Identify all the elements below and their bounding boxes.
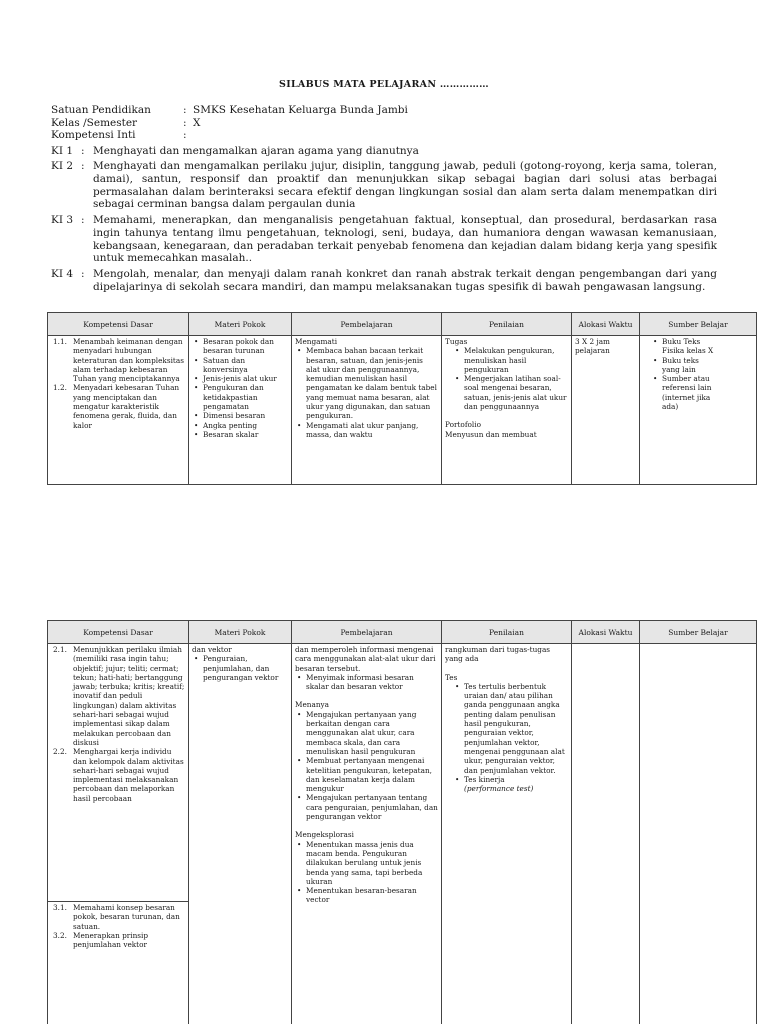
kd-item — [51, 903, 185, 931]
header-sumber-belajar: Sumber Belajar — [640, 313, 757, 336]
ki-code: KI 1 — [51, 145, 74, 157]
kd-text: Menambah keimanan dengan menyadari hubungan keteraturan dan kompleksitas alam terhadap kebesaran Tuhan yang menciptakannya — [73, 337, 184, 384]
kd-text: Menerapkan prinsip penjumlahan vektor — [73, 930, 149, 950]
list-item: • Mengajukan pertanyaan tentang cara penguraian, penjumlahan, dan pengurangan vektor — [306, 793, 438, 821]
syllabus-table-1 — [47, 312, 757, 485]
section-heading: Tugas — [445, 337, 468, 346]
ki-colon: : — [81, 214, 85, 226]
list-item: • Mengajukan pertanyaan yang berkaitan dengan cara menggunakan alat ukur, cara membaca skala, dan cara menuliskan hasil pengukuran — [306, 710, 438, 756]
ki-text: Menghayati dan mengamalkan perilaku jujur, disiplin, tanggung jawab, peduli (gotong-royong, kerja sama, toleran, damai), santun, responsif dan proaktif dan menunjukkan sikap sebagai bagian dari solusi atas berbagai permasalahan dalam berinteraksi secara efektif dengan lingkungan sosial dan alam serta dalam menempatkan diri sebagai cerminan bangsa dalam pergaulan dunia — [93, 160, 717, 211]
list-item: • Sumber atau referensi lain (internet jika ada) — [662, 374, 714, 411]
meta-value: SMKS Kesehatan Keluarga Bunda Jambi — [193, 104, 408, 116]
cell-penilaian — [442, 644, 572, 1024]
cell-pembelajaran — [292, 336, 442, 485]
penilaian-text: Menyusun dan membuat — [445, 429, 537, 439]
kd-item — [51, 931, 185, 950]
list-item: • Penguraian, penjumlahan, dan pengurangan vektor — [203, 654, 288, 682]
cell-materi-pokok — [189, 644, 292, 1024]
section-heading: Tes — [445, 672, 458, 682]
kd-number: 2.1. — [53, 645, 67, 654]
ki-code: KI 4 — [51, 268, 74, 280]
kd-number: 1.2. — [53, 383, 67, 393]
kd-number: 3.2. — [53, 930, 67, 940]
table-header-row — [48, 621, 757, 644]
cell-pembelajaran — [292, 644, 442, 1024]
kd-text: Menunjukkan perilaku ilmiah (memiliki rasa ingin tahu; objektif; jujur; teliti; cermat; tekun; hati-hati; bertanggung jawab; terbuka; kritis; kreatif; inovatif dan peduli lingkungan) dalam aktivitas sehari-hari sebagai wujud implementasi sikap dalam melakukan percobaan dan diskusi — [73, 645, 185, 747]
cell-penilaian — [442, 336, 572, 485]
alokasi-text: 3 X 2 jam pelajaran — [575, 337, 610, 356]
meta-colon: : — [183, 117, 187, 129]
kd-text: Memahami konsep besaran pokok, besaran turunan, dan satuan. — [73, 903, 180, 931]
section-heading: Portofolio — [445, 420, 481, 430]
cell-sumber-belajar — [640, 644, 757, 1024]
cell-materi-pokok — [189, 336, 292, 485]
pembelajaran-text: dan memperoleh informasi mengenai cara menggunakan alat-alat ukur dari besaran tersebut. — [295, 645, 436, 673]
kd-text: Menyadari kebesaran Tuhan yang menciptakan dan mengatur karakteristik fenomena gerak, fluida, dan kalor — [73, 383, 180, 430]
list-item: • Pengukuran dan ketidakpastian pengamatan — [203, 383, 288, 411]
kd-item — [51, 645, 185, 747]
header-kompetensi-dasar: Kompetensi Dasar — [48, 313, 189, 336]
header-materi-pokok: Materi Pokok — [189, 313, 292, 336]
ki-2 — [51, 160, 717, 211]
cell-kompetensi-dasar — [48, 336, 189, 485]
list-item: • Mengamati alat ukur panjang, massa, dan waktu — [306, 421, 438, 440]
list-item: • Besaran pokok dan besaran turunan — [203, 337, 288, 356]
meta-colon: : — [183, 104, 187, 116]
list-item: • Menentukan besaran-besaran vector — [306, 886, 438, 905]
section-heading: Menanya — [295, 700, 330, 710]
list-item-italic: (performance test) — [464, 784, 534, 794]
kd-text: Menghargai kerja individu dan kelompok dalam aktivitas sehari-hari sebagai wujud implementasi melaksanakan percobaan dan melaporkan hasil percobaan — [73, 747, 184, 803]
ki-colon: : — [81, 145, 85, 157]
cell-alokasi-waktu — [572, 336, 640, 485]
meta-colon: : — [183, 129, 187, 141]
header-penilaian: Penilaian — [442, 621, 572, 644]
table-row — [48, 336, 757, 485]
header-kompetensi-dasar: Kompetensi Dasar — [48, 621, 189, 644]
list-item: • Buku Teks Fisika kelas X — [662, 337, 714, 356]
list-item: • Menyimak informasi besaran skalar dan besaran vektor — [306, 673, 438, 692]
list-item: • Membuat pertanyaan mengenai ketelitian pengukuran, ketepatan, dan keselamatan kerja dalam mengukur — [306, 756, 438, 793]
cell-sumber-belajar — [640, 336, 757, 485]
ki-4 — [51, 268, 717, 294]
kd-number: 1.1. — [53, 337, 67, 346]
header-pembelajaran: Pembelajaran — [292, 621, 442, 644]
meta-label: Kelas /Semester — [51, 117, 138, 129]
kd-number: 3.1. — [53, 903, 67, 912]
header-sumber-belajar: Sumber Belajar — [640, 621, 757, 644]
kd-item — [51, 383, 185, 429]
kd-number: 2.2. — [53, 747, 67, 757]
ki-colon: : — [81, 268, 85, 280]
header-penilaian: Penilaian — [442, 313, 572, 336]
ki-text: Memahami, menerapkan, dan menganalisis pengetahuan faktual, konseptual, dan prosedural, berdasarkan rasa ingin tahunya tentang ilmu pengetahuan, teknologi, seni, budaya, dan humaniora dengan wawasan kemanusiaan, kebangsaan, kenegaraan, dan peradaban terkait penyebab fenomena dan kejadian dalam bidang kerja yang spesifik untuk memecahkan masalah.. — [93, 214, 717, 265]
ki-1 — [51, 145, 717, 158]
list-item: • Jenis-jenis alat ukur — [203, 374, 288, 383]
header-pembelajaran: Pembelajaran — [292, 313, 442, 336]
list-item — [464, 775, 568, 794]
list-item: • Angka penting — [203, 421, 288, 430]
list-item: • Satuan dan konversinya — [203, 356, 288, 375]
table-header-row — [48, 313, 757, 336]
meta-label: Kompetensi Inti — [51, 129, 136, 141]
cell-kompetensi-dasar — [48, 644, 189, 1024]
list-item: • Buku teks yang lain — [662, 356, 714, 375]
list-item: • Membaca bahan bacaan terkait besaran, satuan, dan jenis-jenis alat ukur dan penggunaannya, kemudian menuliskan hasil pengamatan ke dalam bentuk tabel yang memuat nama besaran, alat ukur yang digunakan, dan satuan pengukuran. — [306, 346, 438, 420]
list-item: • Besaran skalar — [203, 430, 288, 439]
list-item: • Mengerjakan latihan soal-soal mengenai besaran, satuan, jenis-jenis alat ukur dan penggunaannya — [464, 374, 568, 411]
list-item: • Menentukan massa jenis dua macam benda. Pengukuran dilakukan berulang untuk jenis benda yang sama, tapi berbeda ukuran — [306, 840, 438, 886]
document-title: SILABUS MATA PELAJARAN …………… — [279, 79, 489, 90]
section-heading: Mengamati — [295, 337, 338, 346]
kd-item — [51, 747, 185, 803]
cell-alokasi-waktu — [572, 644, 640, 1024]
meta-label: Satuan Pendidikan — [51, 104, 151, 116]
section-heading: Mengeksplorasi — [295, 830, 354, 840]
meta-value: X — [193, 117, 201, 129]
ki-code: KI 3 — [51, 214, 74, 226]
ki-text: Menghayati dan mengamalkan ajaran agama yang dianutnya — [93, 145, 419, 157]
ki-code: KI 2 — [51, 160, 74, 172]
kd-item — [51, 337, 185, 383]
ki-colon: : — [81, 160, 85, 172]
header-alokasi-waktu: Alokasi Waktu — [572, 621, 640, 644]
list-item: • Melakukan pengukuran, menuliskan hasil pengukuran — [464, 346, 568, 374]
table-row — [48, 644, 757, 1024]
list-item: • Dimensi besaran — [203, 411, 288, 420]
penilaian-text: rangkuman dari tugas-tugas yang ada — [445, 645, 551, 664]
list-item: • Tes tertulis berbentuk uraian dan/ atau pilihan ganda penggunaan angka penting dalam penulisan hasil pengukuran, penguraian vektor, penjumlahan vektor, mengenai penggunaan alat ukur, penguraian vektor, dan penjumlahan vektor. — [464, 682, 568, 775]
materi-text: dan vektor — [192, 645, 232, 654]
header-alokasi-waktu: Alokasi Waktu — [572, 313, 640, 336]
list-item-text: Tes kinerja — [464, 774, 505, 784]
syllabus-table-2 — [47, 620, 757, 1024]
ki-3 — [51, 214, 717, 265]
ki-text: Mengolah, menalar, dan menyaji dalam ranah konkret dan ranah abstrak terkait dengan pengembangan dari yang dipelajarinya di sekolah secara mandiri, dan mampu melaksanakan tugas spesifik di bawah pengawasan langsung. — [93, 268, 717, 293]
header-materi-pokok: Materi Pokok — [189, 621, 292, 644]
